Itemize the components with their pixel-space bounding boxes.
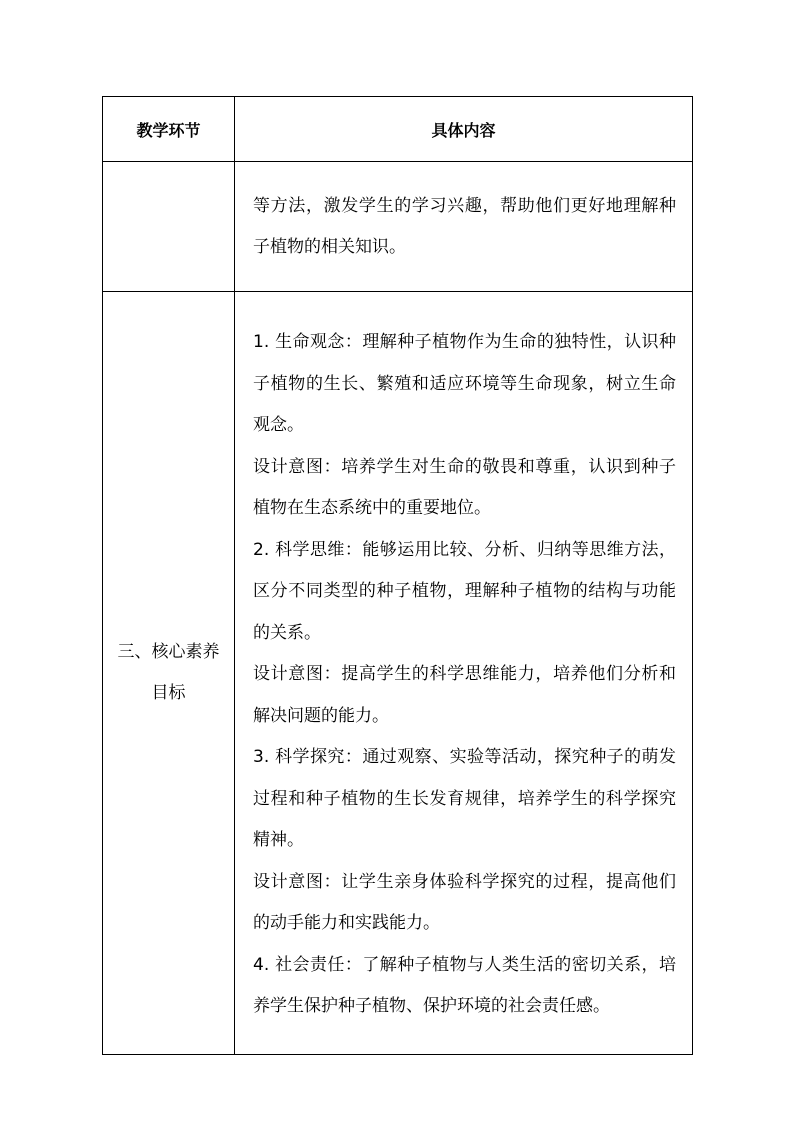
content-paragraph: 2. 科学思维：能够运用比较、分析、归纳等思维方法，区分不同类型的种子植物，理解种子植物的结构与功能的关系。 — [253, 539, 676, 643]
lesson-plan-table — [102, 96, 693, 1055]
content-paragraph: 3. 科学探究：通过观察、实验等活动，探究种子的萌发过程和种子植物的生长发育规律，培养学生的科学探究精神。 — [253, 747, 676, 851]
table-row — [103, 162, 693, 292]
content-paragraph: 设计意图：提高学生的科学思维能力，培养他们分析和解决问题的能力。 — [253, 664, 676, 726]
header-teaching-stage: 教学环节 — [103, 97, 235, 162]
content-paragraph: 设计意图：培养学生对生命的敬畏和尊重，认识到种子植物在生态系统中的重要地位。 — [253, 456, 676, 519]
content-paragraph: 4. 社会责任：了解种子植物与人类生活的密切关系，培养学生保护种子植物、保护环境的社会责任感。 — [253, 954, 676, 1017]
content-paragraph: 1. 生命观念：理解种子植物作为生命的独特性，认识种子植物的生长、繁殖和适应环境等生命现象，树立生命观念。 — [253, 332, 676, 436]
stage-cell: 三、核心素养目标 — [103, 292, 235, 1055]
stage-cell — [103, 162, 235, 292]
content-paragraph: 等方法，激发学生的学习兴趣，帮助他们更好地理解种子植物的相关知识。 — [253, 195, 676, 257]
content-cell — [235, 292, 693, 1055]
content-cell — [235, 162, 693, 292]
table-header-row — [103, 97, 693, 162]
header-specific-content: 具体内容 — [235, 97, 693, 162]
content-paragraph: 设计意图：让学生亲身体验科学探究的过程，提高他们的动手能力和实践能力。 — [253, 871, 676, 934]
table-row — [103, 292, 693, 1055]
